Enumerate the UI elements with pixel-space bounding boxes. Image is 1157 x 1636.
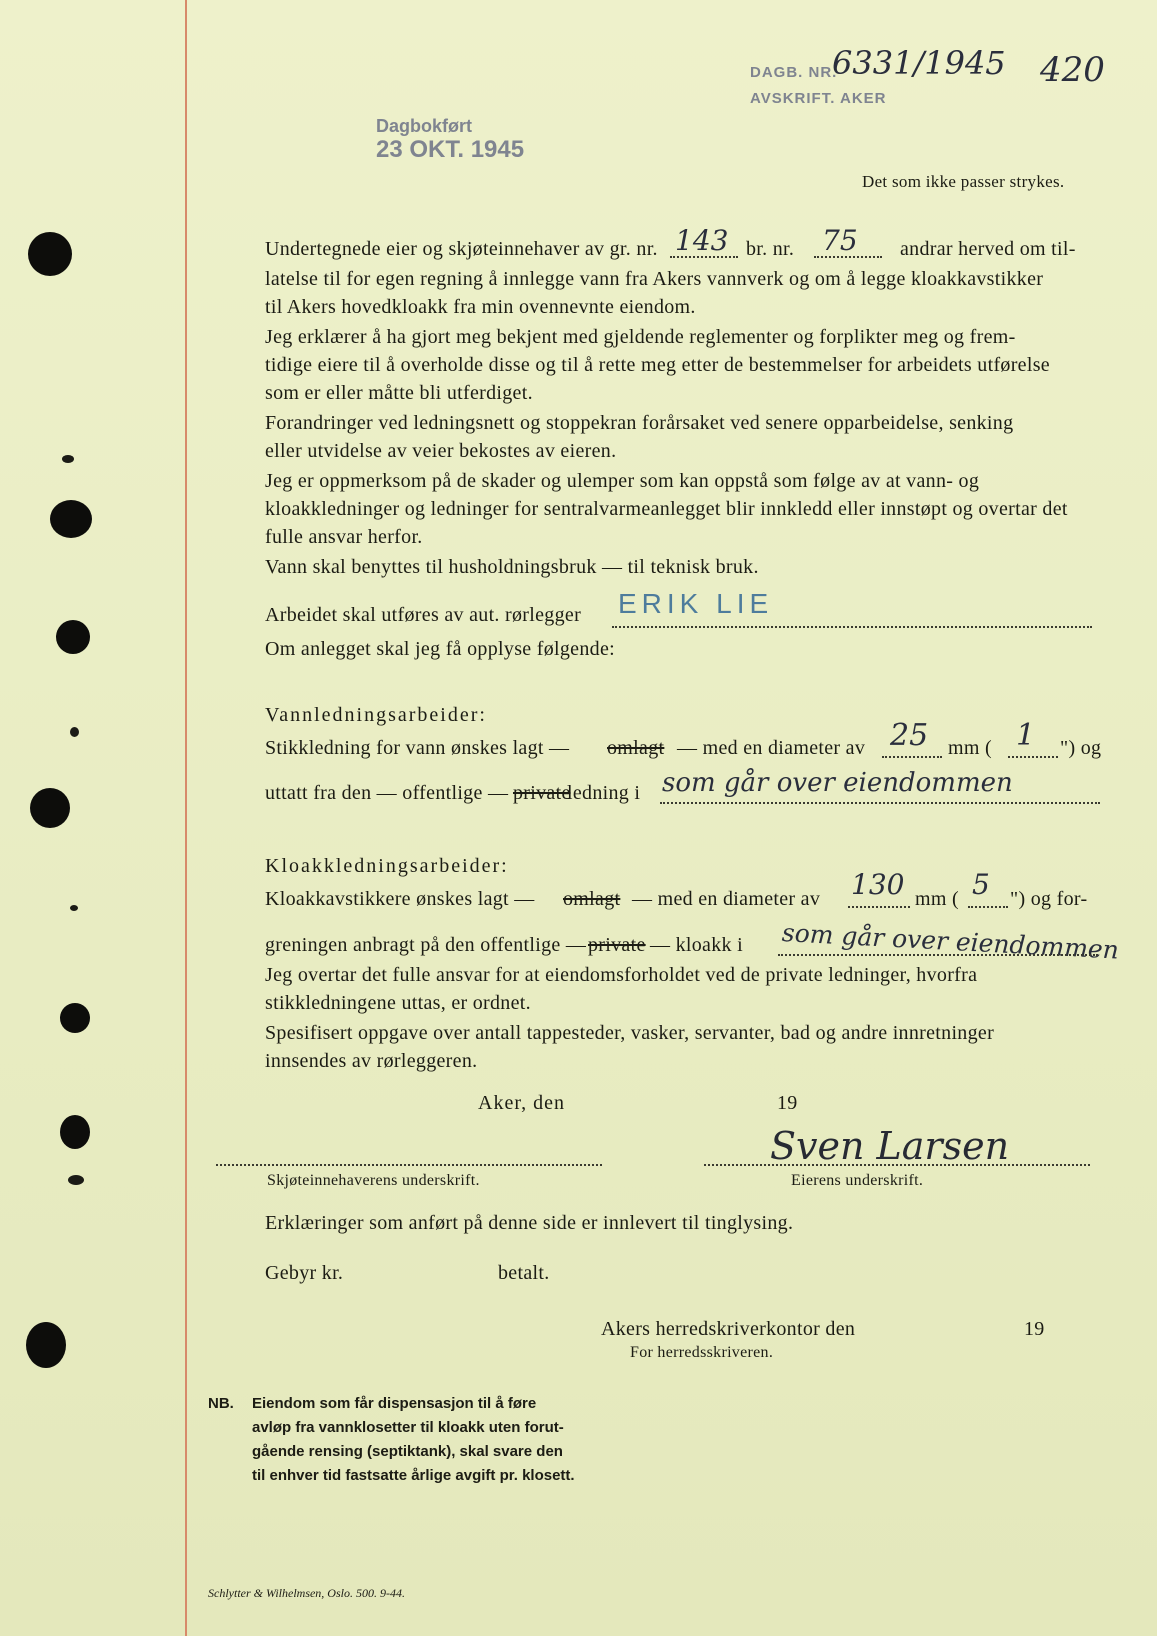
bnr-dotted-line [814, 256, 882, 258]
date-stamp: 23 OKT. 1945 [376, 136, 525, 163]
water-struck-omlagt: omlagt [607, 737, 665, 759]
sewer-line-1a: Kloakkavstikkere ønskes lagt — [265, 888, 535, 910]
plumber-name: ERIK LIE [618, 588, 774, 619]
red-margin-line [185, 0, 187, 1636]
plumber-dotted-line [612, 626, 1092, 628]
intro-line-1b: br. nr. [746, 238, 795, 260]
plumber-label: Arbeidet skal utføres av aut. rørlegger [265, 604, 582, 626]
sewer-line-1c: ") og for- [1010, 888, 1088, 910]
owner-sig-label: Eierens underskrift. [791, 1172, 924, 1189]
para6-line-2: innsendes av rørleggeren. [265, 1050, 478, 1072]
intro-line-2: latelse til for egen regning å innlegge vann fra Akers vannverk og om å legge kloakkavstikker [265, 268, 1044, 290]
avskrift-stamp: AVSKRIFT. AKER [750, 90, 887, 107]
owner-signature-line [704, 1164, 1090, 1166]
water-mm-dotted-line [882, 756, 942, 758]
dagb-stamp-label: DAGB. NR. [750, 64, 838, 81]
para6-line-1: Spesifisert oppgave over antall tappesteder, vasker, servanter, bad og andre innretninger [265, 1022, 995, 1044]
water-diameter-in: 1 [1016, 718, 1036, 753]
sewer-line-1b: — med en diameter av [632, 888, 821, 910]
sewer-mm-label: mm ( [915, 888, 959, 910]
signing-place: Aker, den [478, 1092, 566, 1114]
sewer-struck-omlagt: omlagt [563, 888, 621, 910]
gnr-value: 143 [675, 224, 729, 257]
inform-line: Om anlegget skal jeg få opplyse følgende: [265, 638, 615, 660]
sewer-connection-text: som går over eiendommen [781, 918, 1120, 965]
binder-speck-2 [70, 727, 79, 737]
binder-hole-2 [50, 500, 92, 538]
usage-line: Vann skal benyttes til husholdningsbruk — til teknisk bruk. [265, 556, 759, 578]
water-line-2b: ledning i [567, 782, 641, 804]
intro-line-1a: Undertegnede eier og skjøteinnehaver av gr. nr. [265, 238, 658, 260]
office-line-2: For herredsskriveren. [630, 1344, 774, 1361]
water-in-dotted-line [1008, 756, 1058, 758]
dagbokfort-stamp: Dagbokført [376, 116, 472, 136]
header-note: Det som ikke passer strykes. [862, 172, 1065, 191]
deed-holder-signature-line [216, 1164, 602, 1166]
binder-hole-4 [30, 788, 70, 828]
sewer-diameter-mm: 130 [851, 868, 905, 901]
binder-hole-6 [60, 1115, 90, 1149]
water-line-1a: Stikkledning for vann ønskes lagt — [265, 737, 570, 759]
owner-signature: Sven Larsen [770, 1124, 1010, 1168]
water-line-2a: uttatt fra den — offentlige — [265, 782, 509, 804]
para2-line-3: som er eller måtte bli utferdiget. [265, 382, 533, 404]
sewer-in-dotted-line [968, 906, 1008, 908]
water-line-1c: ") og [1060, 737, 1102, 759]
sewer-heading: Kloakkledningsarbeider: [265, 855, 509, 877]
para4-line-2: kloakkledninger og ledninger for sentralvarmeanlegget blir innkledd eller innstøpt og overtar det [265, 498, 1068, 520]
binder-hole-1 [28, 232, 72, 276]
fee-paid: betalt. [498, 1262, 550, 1284]
water-struck-private: private [513, 782, 571, 804]
para5-line-2: stikkledningene uttas, er ordnet. [265, 992, 531, 1014]
binder-hole-5 [60, 1003, 90, 1033]
para3-line-1: Forandringer ved ledningsnett og stoppekran forårsaket ved senere opparbeidelse, senking [265, 412, 1014, 434]
para2-line-2: tidige eiere til å overholde disse og til å rette meg etter de bestemmelser for arbeidets utførelse [265, 354, 1050, 376]
water-diameter-mm: 25 [890, 718, 929, 753]
binder-speck-1 [62, 455, 74, 463]
office-line-1: Akers herredskriverkontor den [601, 1318, 856, 1340]
para4-line-3: fulle ansvar herfor. [265, 526, 423, 548]
water-line-1b: — med en diameter av [677, 737, 866, 759]
para3-line-2: eller utvidelse av veier bekostes av eieren. [265, 440, 617, 462]
printer-imprint: Schlytter & Wilhelmsen, Oslo. 500. 9-44. [208, 1586, 405, 1600]
sewer-struck-private: private [588, 934, 646, 956]
para2-line-1: Jeg erklærer å ha gjort meg bekjent med gjeldende reglementer og forplikter meg og frem- [265, 326, 1016, 348]
bnr-value: 75 [822, 224, 858, 257]
sewer-line-2a: greningen anbragt på den offentlige — [265, 934, 587, 956]
para4-line-1: Jeg er oppmerksom på de skader og ulemper som kan oppstå som følge av at vann- og [265, 470, 980, 492]
nb-line-2: avløp fra vannklosetter til kloakk uten forut- [252, 1419, 564, 1436]
sewer-connection-dotted-line [778, 954, 1098, 956]
water-mm-label: mm ( [948, 737, 992, 759]
sewer-diameter-in: 5 [972, 868, 990, 901]
water-heading: Vannledningsarbeider: [265, 704, 487, 726]
nb-line-3: gående rensing (septiktank), skal svare den [252, 1443, 563, 1460]
dagb-number: 6331/1945 [832, 44, 1006, 82]
nb-line-4: til enhver tid fastsatte årlige avgift pr. klosett. [252, 1467, 575, 1484]
page-number: 420 [1040, 50, 1105, 90]
water-connection-text: som går over eiendommen [662, 768, 1013, 798]
sewer-line-2b: — kloakk i [650, 934, 743, 956]
intro-line-3: til Akers hovedkloakk fra min ovennevnte eiendom. [265, 296, 696, 318]
office-year: 19 [1024, 1318, 1045, 1340]
binder-speck-4 [68, 1175, 84, 1185]
nb-line-1: Eiendom som får dispensasjon til å føre [252, 1395, 537, 1412]
binder-hole-7 [26, 1322, 66, 1368]
intro-line-1c: andrar herved om til- [900, 238, 1076, 260]
water-connection-dotted-line [660, 802, 1100, 804]
signing-year: 19 [777, 1092, 798, 1114]
para5-line-1: Jeg overtar det fulle ansvar for at eiendomsforholdet ved de private ledninger, hvorfra [265, 964, 978, 986]
sewer-mm-dotted-line [848, 906, 910, 908]
nb-label: NB. [208, 1395, 234, 1412]
binder-hole-3 [56, 620, 90, 654]
gnr-dotted-line [670, 256, 738, 258]
registered-line: Erklæringer som anført på denne side er innlevert til tinglysing. [265, 1212, 794, 1234]
fee-label: Gebyr kr. [265, 1262, 344, 1284]
binder-speck-3 [70, 905, 78, 911]
deed-holder-sig-label: Skjøteinnehaverens underskrift. [267, 1172, 480, 1189]
